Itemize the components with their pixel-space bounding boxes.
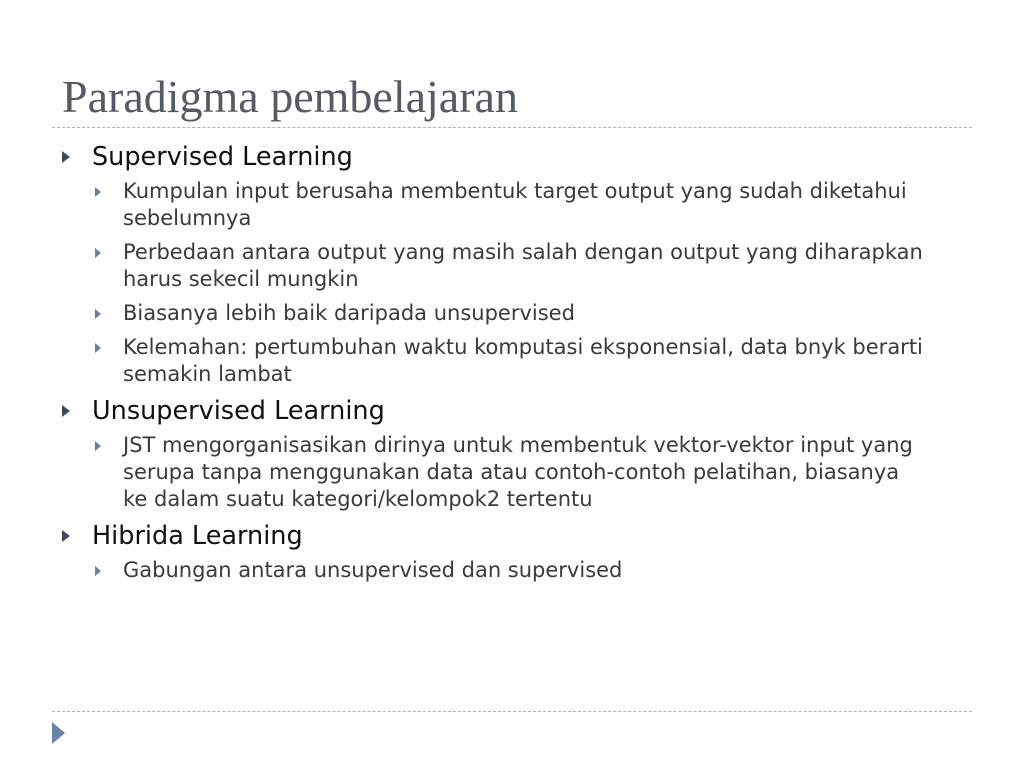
point-text: Biasanya lebih baik daripada unsupervised [123,301,575,325]
small-triangle-bullet-icon [95,566,101,576]
slide-content [62,140,962,584]
list-item [92,557,962,584]
point-text: Kumpulan input berusaha membentuk target output yang sudah diketahui sebelumnya [123,179,907,230]
triangle-bullet-icon [62,405,70,417]
point-text: Gabungan antara unsupervised dan supervised [123,558,623,582]
title-divider [52,127,972,128]
small-triangle-bullet-icon [95,248,101,258]
section-list [62,140,962,584]
point-list [92,557,962,584]
list-item [92,432,962,513]
point-list [92,432,962,513]
point-text: Kelemahan: pertumbuhan waktu komputasi eksponensial, data bnyk berarti semakin lambat [123,335,923,386]
point-text: JST mengorganisasikan dirinya untuk membentuk vektor-vektor input yang serupa tanpa menggunakan data atau contoh-contoh pelatihan, biasanya ke dalam suatu kategori/kelompok2 tertentu [123,433,913,511]
list-item [92,334,962,388]
footer-divider [52,711,972,712]
section-supervised [62,140,962,388]
small-triangle-bullet-icon [95,343,101,353]
point-list [92,178,962,388]
play-arrow-icon[interactable] [52,722,65,744]
point-text: Perbedaan antara output yang masih salah dengan output yang diharapkan harus sekecil mungkin [123,240,923,291]
section-hibrida [62,519,962,584]
triangle-bullet-icon [62,151,70,163]
small-triangle-bullet-icon [95,187,101,197]
section-heading: Hibrida Learning [92,521,303,551]
small-triangle-bullet-icon [95,309,101,319]
section-heading: Supervised Learning [92,142,353,172]
list-item [92,239,962,293]
section-unsupervised [62,394,962,513]
small-triangle-bullet-icon [95,441,101,451]
slide-title: Paradigma pembelajaran [62,71,518,122]
triangle-bullet-icon [62,530,70,542]
list-item [92,178,962,232]
list-item [92,300,962,327]
section-heading: Unsupervised Learning [92,396,385,426]
